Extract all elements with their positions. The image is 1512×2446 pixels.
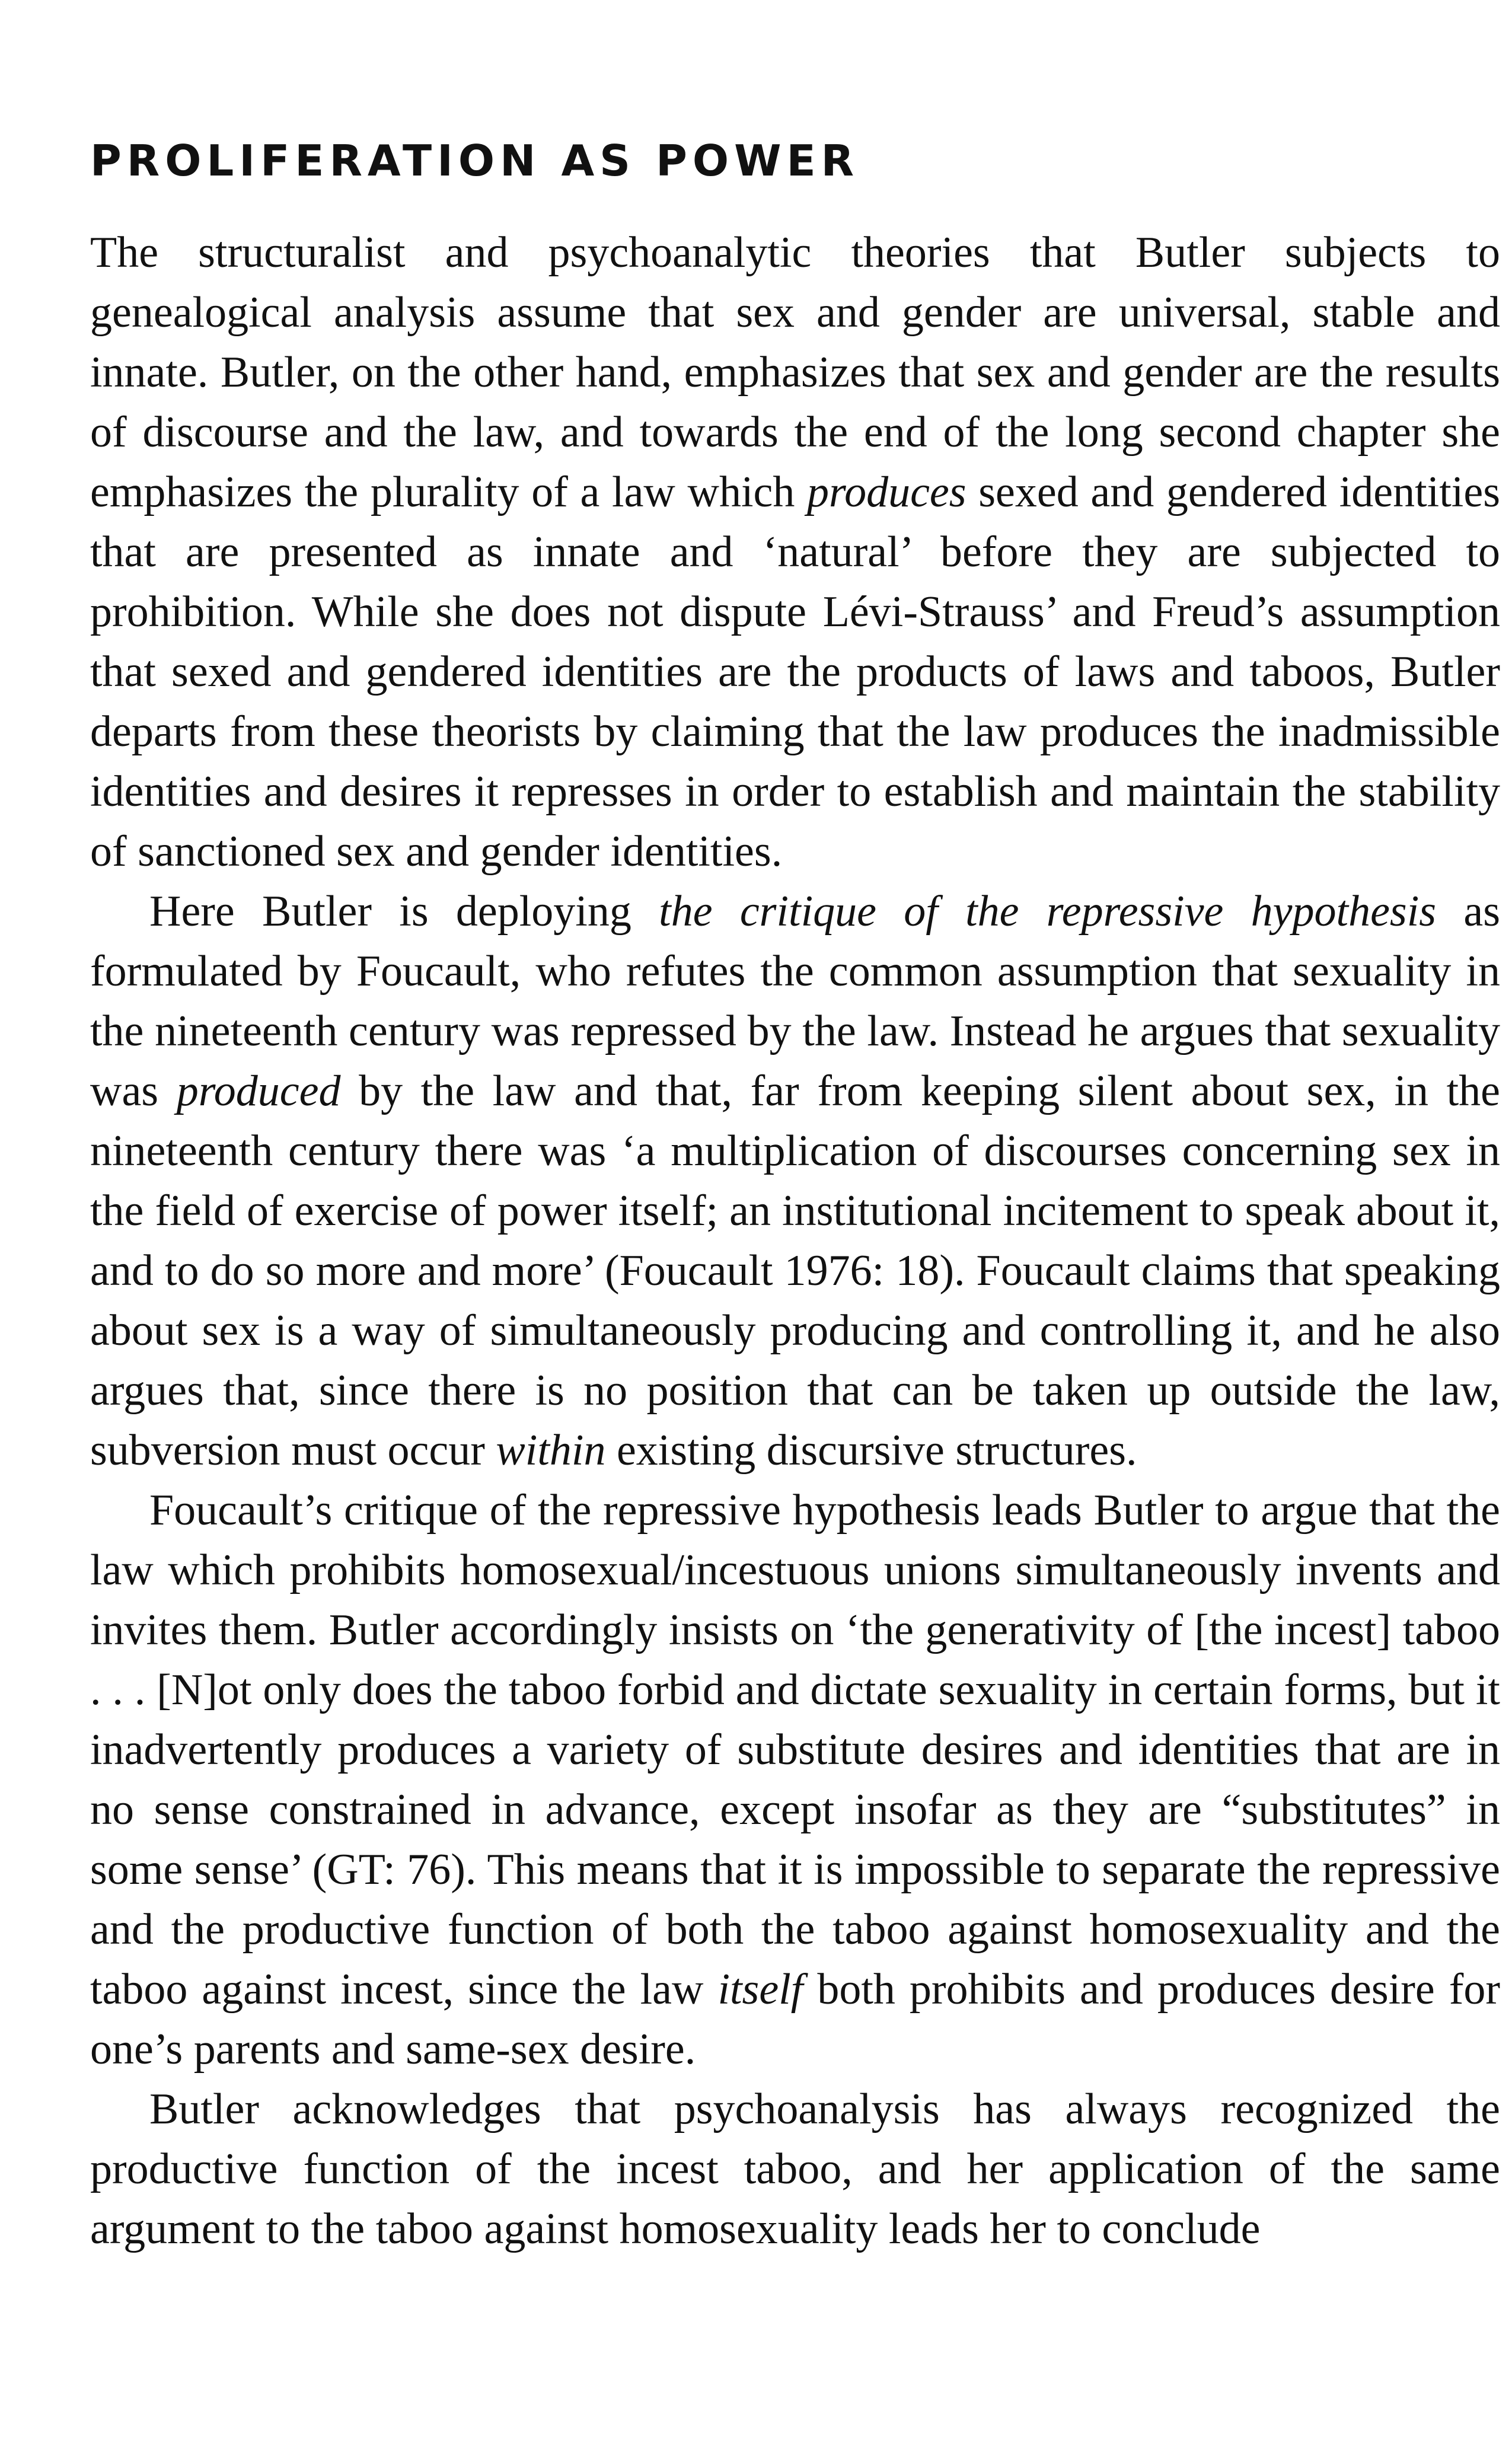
italic-run: produced [176,1067,341,1115]
italic-run: itself [717,1965,803,2014]
italic-run: produces [807,468,966,516]
text-run: existing discursive structures. [605,1426,1137,1475]
paragraph-3 [90,1481,1500,2080]
italic-run: within [496,1426,606,1475]
text-run: by the law and that, far from keeping silent about sex, in the nineteenth century there was ‘a multiplication of discourses concerning sex in the field of exercise of power itself; an institutional incitement to speak about it, and to do so more and more’ (Foucault 1976: 18). Foucault claims that speaking about sex is a way of simultaneously producing and controlling it, and he also argues that, since there is no position that can be taken up outside the law, subversion must occur [90,1067,1500,1475]
paragraph-4 [90,2080,1500,2259]
text-run: Here Butler is deploying [149,887,659,936]
text-run: Butler acknowledges that psychoanalysis has always recognized the productive function of the incest taboo, and her application of the same argument to the taboo against homosexuality leads her to conclude [90,2085,1500,2253]
text-run: The structuralist and psychoanalytic theories that Butler subjects to genealogical analysis assume that sex and gender are universal, stable and innate. Butler, on the other hand, emphasizes that sex and gender are the results of discourse and the law, and towards the end of the long second chapter she emphasizes the plurality of a law which [90,228,1500,516]
text-run: both prohibits and produces desire for one’s parents and same-sex desire. [90,1965,1500,2074]
paragraph-1 [90,223,1500,882]
text-run: Foucault’s critique of the repressive hypothesis leads Butler to argue that the law which prohibits homosexual/incestuous unions simultaneously invents and invites them. Butler accordingly insists on ‘the generativity of [the incest] taboo . . . [N]ot only does the taboo forbid and dictate sexuality in certain forms, but it inadvertently produces a variety of substitute desires and identities that are in no sense constrained in advance, except insofar as they are “substitutes” in some sense’ (GT: 76). This means that it is impossible to separate the repressive and the productive function of both the taboo against homosexuality and the taboo against incest, since the law [90,1486,1500,2014]
text-run: as formulated by Foucault, who refutes the common assumption that sexuality in the nineteenth century was repressed by the law. Instead he argues that sexuality was [90,887,1500,1115]
italic-run: the critique of the repressive hypothesis [659,887,1437,936]
paragraph-2 [90,882,1500,1481]
body-text [90,223,1500,2259]
text-run: sexed and gendered identities that are presented as innate and ‘natural’ before they are subjected to prohibition. While she does not dispute Lévi-Strauss’ and Freud’s assumption that sexed and gendered identities are the products of laws and taboos, Butler departs from these theorists by claiming that the law produces the inadmissible identities and desires it represses in order to establish and maintain the stability of sanctioned sex and gender identities. [90,468,1500,876]
section-heading: PROLIFERATION AS POWER [90,136,860,186]
